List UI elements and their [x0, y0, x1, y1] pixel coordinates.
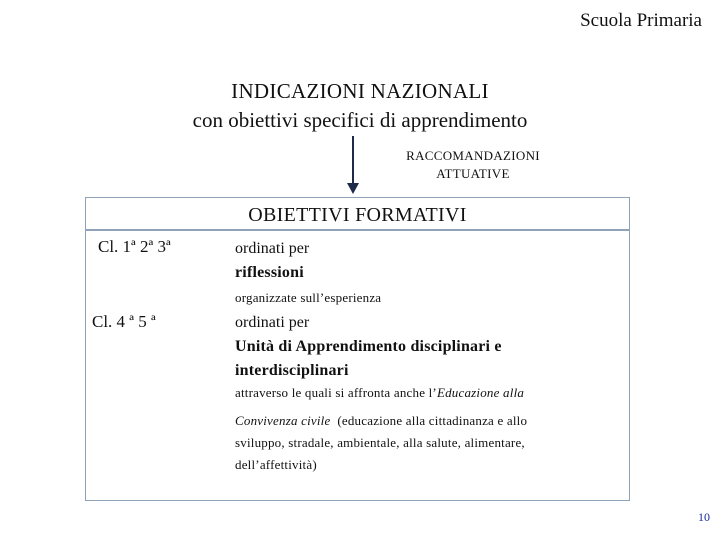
main-title: INDICAZIONI NAZIONALI	[231, 79, 489, 103]
row-2-line-2: Unità di Apprendimento disciplinari e	[235, 338, 502, 355]
box-title: OBIETTIVI FORMATIVI	[86, 198, 629, 231]
row-2-text	[235, 311, 502, 383]
row-2-note-rest-1: (educazione alla cittadinanza e allo	[330, 413, 528, 428]
row-2-note-prefix: attraverso le quali si affronta anche l’	[235, 385, 437, 400]
page-number: 10	[698, 510, 710, 524]
row-1-note: organizzate sull’esperienza	[235, 290, 382, 305]
class-label-1-3: Cl. 1ª 2ª 3ª	[98, 237, 171, 256]
row-1-text	[235, 237, 309, 285]
slide-header: Scuola Primaria	[580, 10, 702, 31]
main-subtitle: con obiettivi specifici di apprendimento	[192, 108, 528, 132]
recommendations-line-1: RACCOMANDAZIONI	[406, 148, 540, 163]
row-2-line-3: interdisciplinari	[235, 362, 349, 379]
row-2-note-emphasis-1: Educazione alla	[436, 385, 525, 400]
row-2-note-line-4: dell’affettività)	[235, 457, 317, 472]
class-label-4-5: Cl. 4 ª 5 ª	[92, 312, 156, 331]
recommendations-label	[378, 147, 568, 183]
row-2-note-line-2	[235, 413, 527, 429]
row-2-note-emphasis-2: Convivenza civile	[235, 413, 331, 428]
down-arrow-icon	[344, 136, 362, 196]
row-2-note-line-3: sviluppo, stradale, ambientale, alla salute, alimentare,	[235, 435, 525, 450]
recommendations-line-2: ATTUATIVE	[436, 166, 510, 181]
row-1-line-1: ordinati per	[235, 240, 310, 257]
row-1-line-2: riflessioni	[235, 264, 304, 281]
row-2-note-line-1	[235, 385, 524, 401]
row-2-line-1: ordinati per	[235, 314, 310, 331]
